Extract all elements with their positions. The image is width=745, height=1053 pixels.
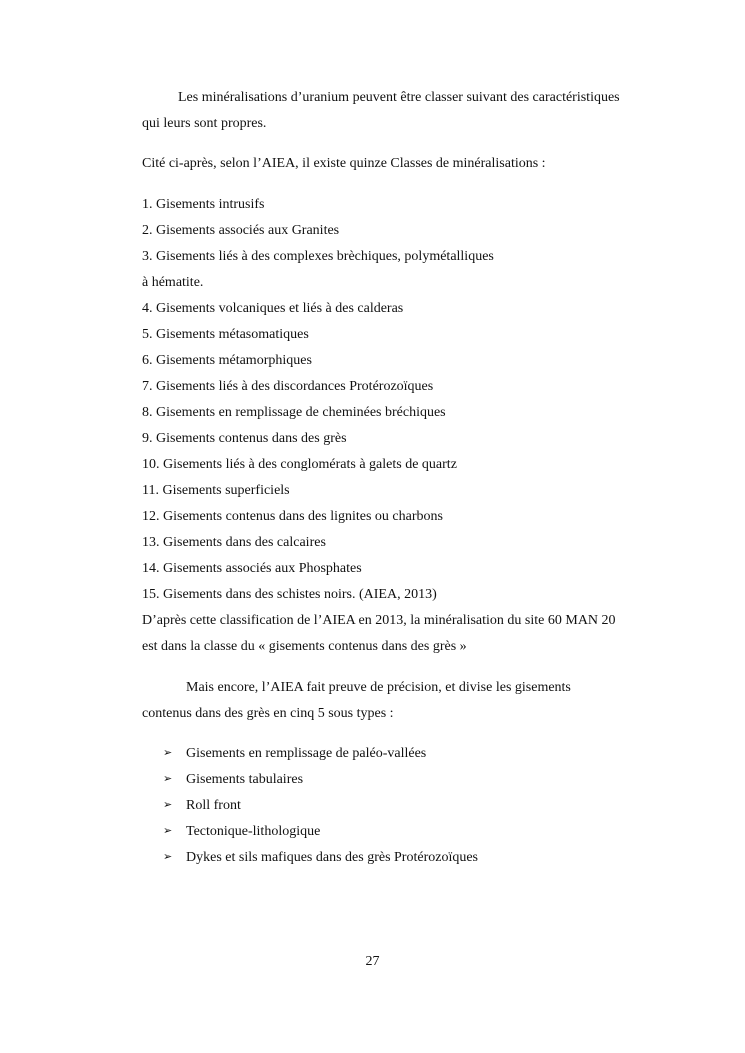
- bullet-item-text: Dykes et sils mafiques dans des grès Protérozoïques: [186, 850, 478, 865]
- list-item: 2. Gisements associés aux Granites: [142, 223, 340, 238]
- list-item: 6. Gisements métamorphiques: [142, 353, 312, 368]
- arrowhead-bullet-icon: ➢: [163, 772, 173, 785]
- list-item: 8. Gisements en remplissage de cheminées bréchiques: [142, 405, 446, 420]
- list-item: 13. Gisements dans des calcaires: [142, 535, 326, 550]
- bullet-list-item: [163, 822, 320, 841]
- bullet-list-item: [163, 770, 303, 789]
- bullet-item-text: Gisements tabulaires: [186, 772, 304, 787]
- intro-paragraph-line-2: qui leurs sont propres.: [142, 116, 267, 131]
- list-item: 11. Gisements superficiels: [142, 483, 290, 498]
- bullet-list-item: [163, 744, 426, 763]
- intro-paragraph-line-1: Les minéralisations d’uranium peuvent être classer suivant des caractéristiques: [178, 90, 620, 105]
- bullet-item-text: Roll front: [186, 798, 241, 813]
- list-item: 15. Gisements dans des schistes noirs. (AIEA, 2013): [142, 587, 437, 602]
- arrowhead-bullet-icon: ➢: [163, 824, 173, 837]
- bullet-list-item: [163, 796, 241, 815]
- list-item: 10. Gisements liés à des conglomérats à galets de quartz: [142, 457, 457, 472]
- conclusion-line-1: D’après cette classification de l’AIEA en 2013, la minéralisation du site 60 MAN 20: [142, 613, 616, 628]
- bullet-item-text: Tectonique-lithologique: [186, 824, 321, 839]
- conclusion-line-2: est dans la classe du « gisements contenus dans des grès »: [142, 639, 467, 654]
- page-number: 27: [365, 954, 380, 969]
- list-item: à hématite.: [142, 275, 204, 290]
- subtypes-intro-line-2: contenus dans des grès en cinq 5 sous types :: [142, 706, 394, 721]
- list-item: 5. Gisements métasomatiques: [142, 327, 309, 342]
- list-item: 4. Gisements volcaniques et liés à des calderas: [142, 301, 404, 316]
- arrowhead-bullet-icon: ➢: [163, 746, 173, 759]
- subtypes-intro-line-1: Mais encore, l’AIEA fait preuve de précision, et divise les gisements: [186, 680, 571, 695]
- list-item: 12. Gisements contenus dans des lignites ou charbons: [142, 509, 443, 524]
- list-item: 7. Gisements liés à des discordances Protérozoïques: [142, 379, 434, 394]
- list-item: 3. Gisements liés à des complexes brèchiques, polymétalliques: [142, 249, 494, 264]
- list-item: 1. Gisements intrusifs: [142, 197, 265, 212]
- arrowhead-bullet-icon: ➢: [163, 850, 173, 863]
- bullet-list-item: [163, 848, 478, 867]
- arrowhead-bullet-icon: ➢: [163, 798, 173, 811]
- bullet-item-text: Gisements en remplissage de paléo-vallées: [186, 746, 427, 761]
- list-item: 9. Gisements contenus dans des grès: [142, 431, 347, 446]
- cite-paragraph: Cité ci-après, selon l’AIEA, il existe quinze Classes de minéralisations :: [142, 156, 546, 171]
- list-item: 14. Gisements associés aux Phosphates: [142, 561, 362, 576]
